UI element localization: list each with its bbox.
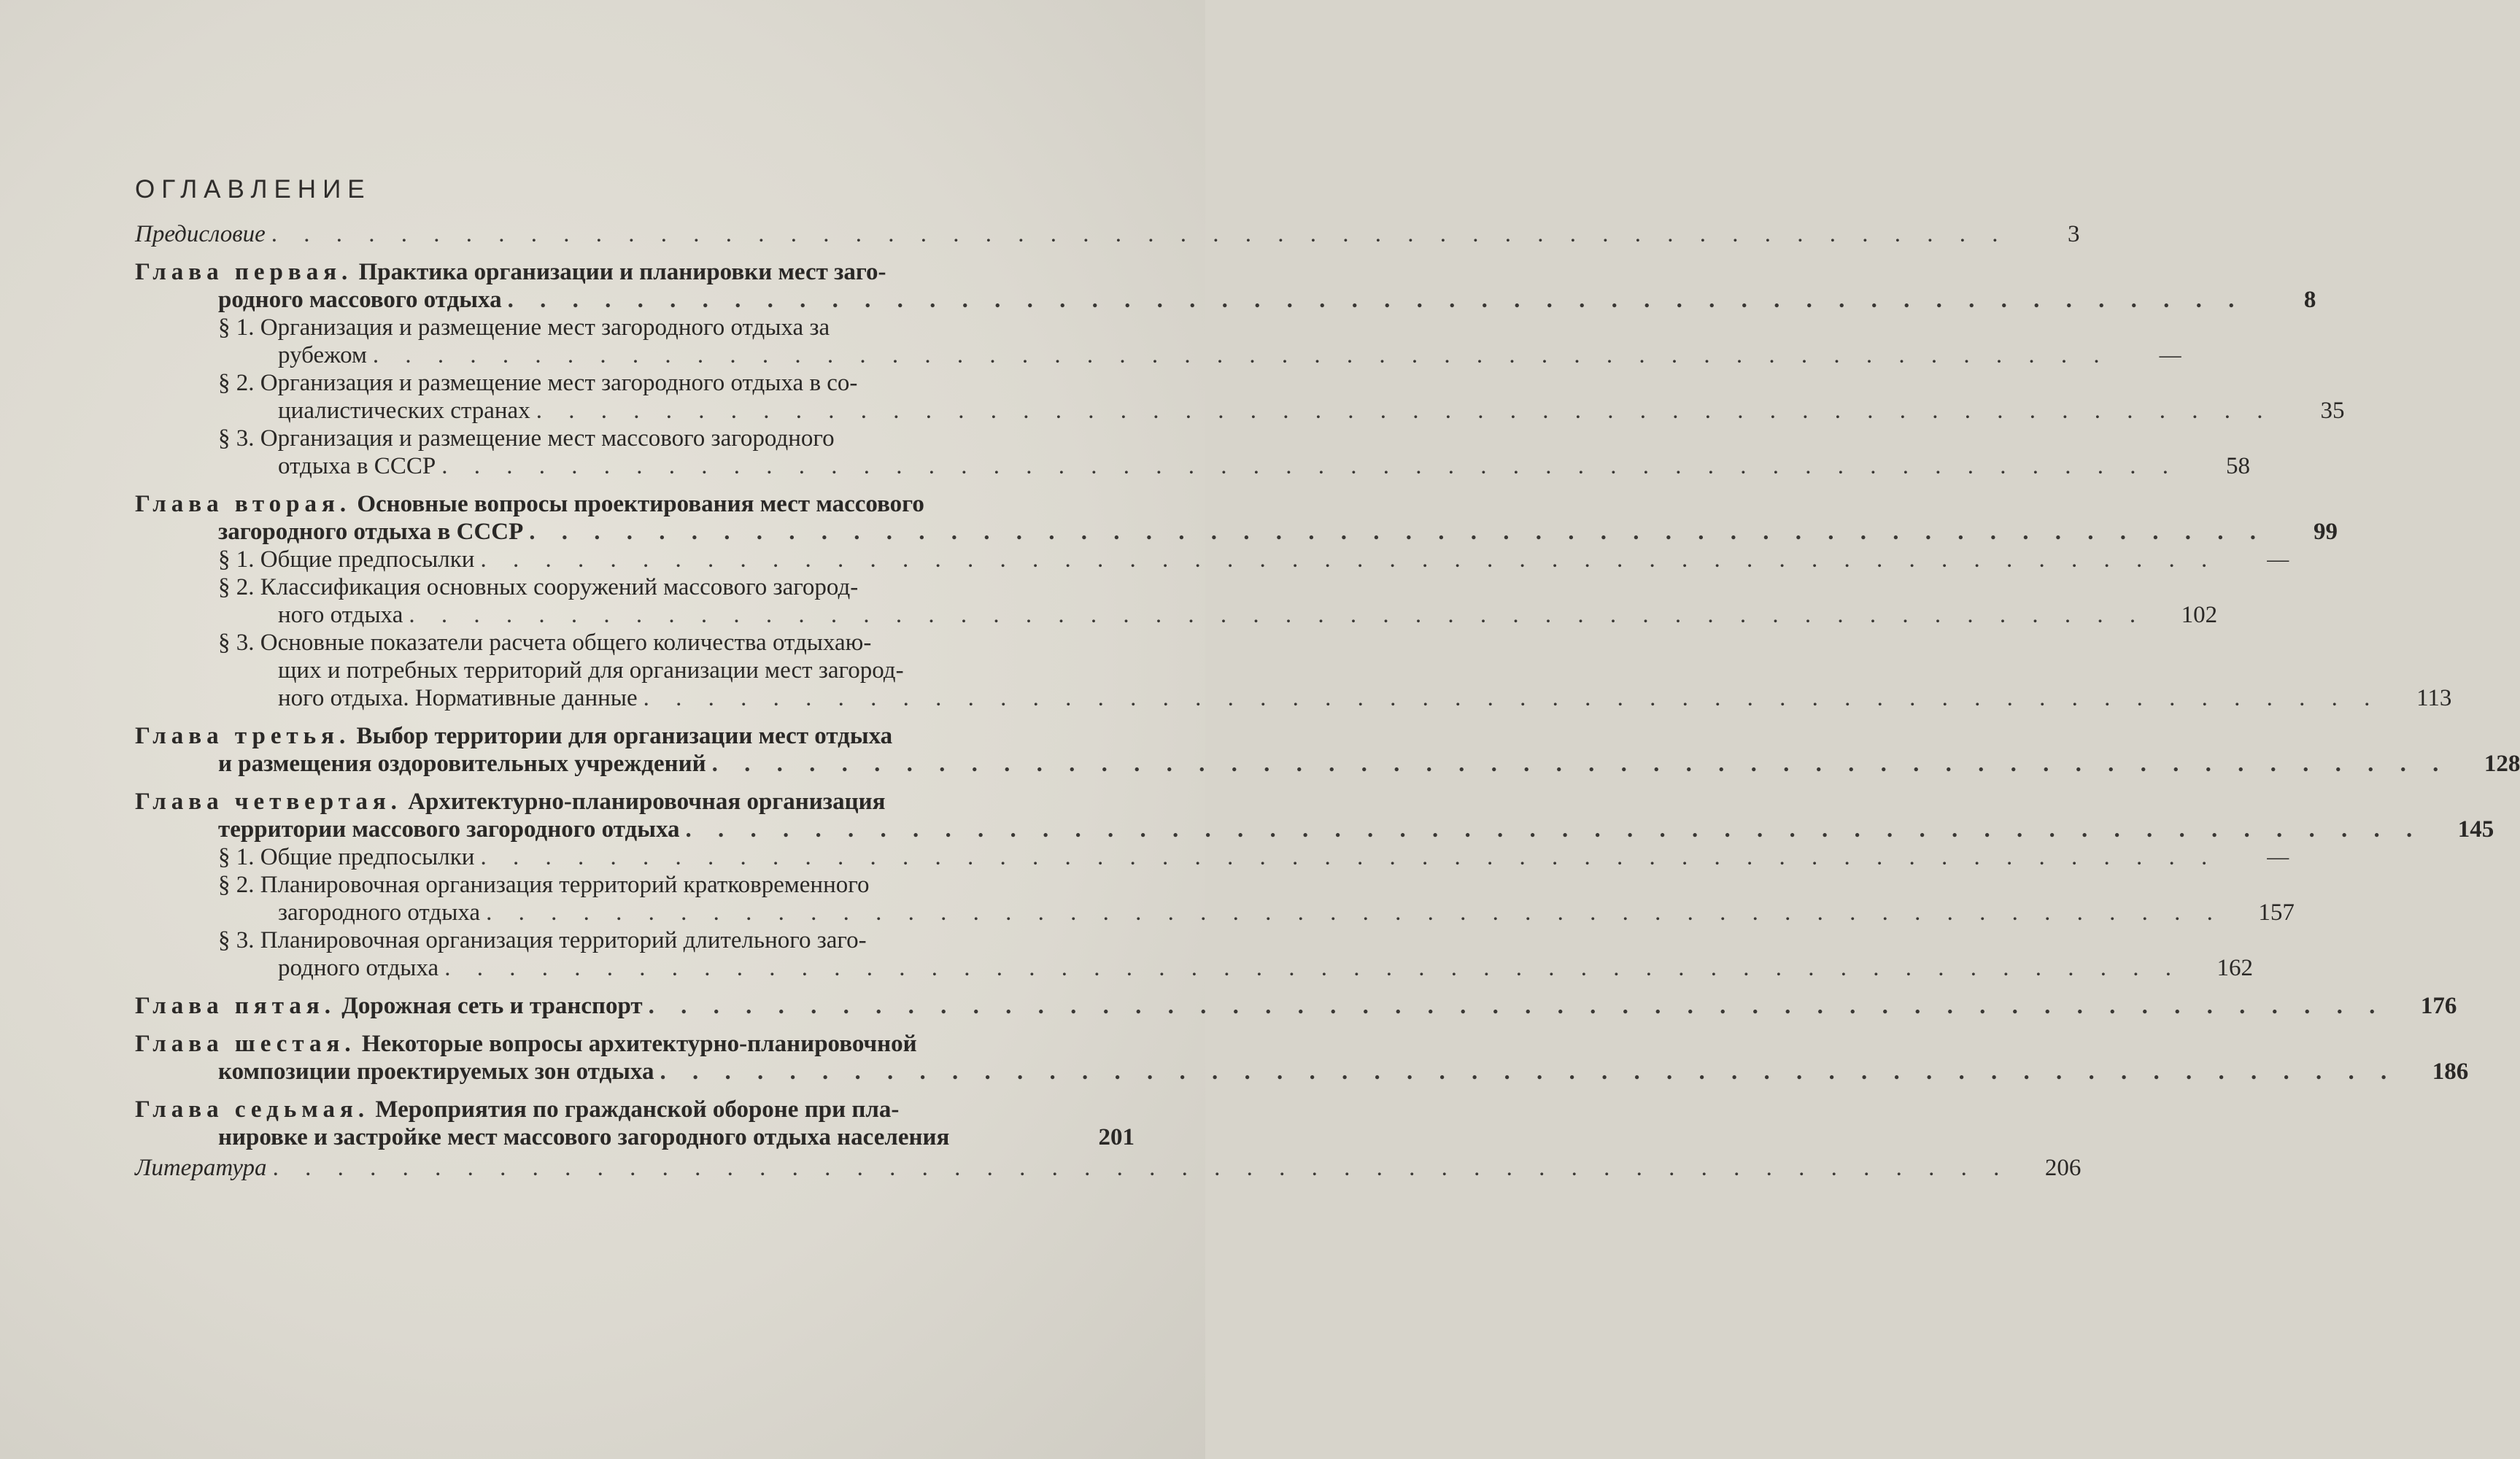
chapter-title-line2: территории массового загородного отдыха [218, 816, 680, 843]
section-line2: загородного отдыха [278, 899, 481, 926]
page-number: 128 [2484, 751, 2520, 777]
chapter-title-line1: Практика организации и планировки мест заго- [358, 259, 886, 285]
section-line2: щих и потребных территорий для организации мест загород- [278, 657, 904, 684]
entry-label: Предисловие [135, 221, 266, 247]
chapter-prefix: Глава пятая. [135, 993, 336, 1019]
page-number: 176 [2420, 993, 2457, 1019]
page-number: 8 [2303, 287, 2316, 313]
section-line1: § 1. Общие предпосылки [218, 546, 475, 573]
page-number: — [2267, 547, 2289, 571]
chapter-prefix: Глава седьмая. [135, 1096, 370, 1123]
chapter-title-line2: композиции проектируемых зон отдыха [218, 1059, 654, 1085]
section-line1: § 2. Классификация основных сооружений массового загород- [218, 574, 859, 600]
section-line1: § 1. Общие предпосылки [218, 844, 475, 870]
dot-leader: . . . . . . . . . . . . . . . . . . . . . . . . . . . . . . . . . . . . . . . . . . . . . . . . . . . . . . [648, 993, 2386, 1019]
toc-chapter-6[interactable] [135, 1030, 2469, 1085]
toc-chapter-2[interactable] [135, 490, 2338, 546]
chapter-title-line1: Некоторые вопросы архитектурно-планировочной [361, 1031, 917, 1057]
page-number: 113 [2416, 685, 2452, 711]
table-of-contents [135, 175, 2520, 1182]
section-line1: § 3. Основные показатели расчета общего количества отдыхаю- [218, 630, 872, 656]
section-line2: рубежом [278, 342, 367, 368]
dot-leader: . . . . . . . . . . . . . . . . . . . . . . . . . . . . . . . . . . . . . . . . . . . . . . . . . . . . . . [529, 519, 2267, 545]
dot-leader: . . . . . . . . . . . . . . . . . . . . . . . . . . . . . . . . . . . . . . . . . . . . . . . . . . . . . . [685, 816, 2423, 843]
toc-heading: ОГЛАВЛЕНИЕ [135, 175, 371, 204]
chapter-prefix: Глава первая. [135, 259, 353, 285]
page-number: 3 [2068, 221, 2080, 247]
dot-leader: . . . . . . . . . . . . . . . . . . . . . . . . . . . . . . . . . . . . . . . . . . . . . . . . . . . . . . [536, 398, 2273, 424]
chapter-line [135, 1096, 899, 1123]
chapter-prefix: Глава третья. [135, 723, 351, 749]
toc-chapter-1[interactable] [135, 258, 2316, 314]
toc-section-1-3[interactable] [135, 425, 2250, 480]
page-number: 102 [2181, 602, 2218, 628]
dot-leader: . . . . . . . . . . . . . . . . . . . . . . . . . . . . . . . . . . . . . . . . . . . . . . . . . . . . . . [272, 1155, 2010, 1181]
dot-leader: . . . . . . . . . . . . . . . . . . . . . . . . . . . . . . . . . . . . . . . . . . . . . . . . . . . . . . [660, 1059, 2397, 1085]
section-line3: ного отдыха. Нормативные данные [278, 685, 638, 711]
chapter-title-line2: и размещения оздоровительных учреждений [218, 751, 706, 777]
toc-chapter-4[interactable] [135, 788, 2494, 843]
section-line1: § 3. Организация и размещение мест массового загородного [218, 425, 835, 452]
section-line1: § 1. Организация и размещение мест загородного отдыха за [218, 314, 830, 341]
page-number: 99 [2314, 519, 2338, 545]
chapter-line [135, 788, 885, 816]
page-number: 35 [2320, 398, 2345, 424]
section-line2: родного отдыха [278, 955, 439, 981]
dot-leader: . . . . . . . . . . . . . . . . . . . . . . . . . . . . . . . . . . . . . . . . . . . . . . . . . . . . . . [372, 342, 2110, 368]
chapter-line [135, 1030, 917, 1058]
page-number: 162 [2216, 955, 2253, 981]
section-line2: отдыха в СССР [278, 453, 436, 479]
chapter-line [135, 722, 892, 750]
toc-section-2-2[interactable] [135, 573, 2218, 629]
toc-entry-preface[interactable] [135, 220, 2080, 248]
page-number: 201 [1098, 1124, 1135, 1150]
chapter-title-line1: Основные вопросы проектирования мест массового [357, 491, 924, 517]
section-line2: циалистических странах [278, 398, 530, 424]
section-line1: § 2. Планировочная организация территорий кратковременного [218, 872, 870, 898]
chapter-prefix: Глава вторая. [135, 491, 352, 517]
page-number: 58 [2225, 453, 2250, 479]
toc-section-1-1[interactable] [135, 314, 2181, 369]
page-number: 186 [2432, 1059, 2469, 1085]
chapter-line [135, 992, 643, 1020]
toc-section-2-1[interactable] [135, 546, 2289, 573]
toc-entry-literature[interactable] [135, 1154, 2082, 1182]
chapter-prefix: Глава шестая. [135, 1031, 356, 1057]
dot-leader: . . . . . . . . . . . . . . . . . . . . . . . . . . . . . . . . . . . . . . . . . . . . . . . . . . . . . . [480, 844, 2218, 870]
chapter-line [135, 258, 886, 286]
dot-leader: . . . . . . . . . . . . . . . . . . . . . . . . . . . . . . . . . . . . . . . . . . . . . . . . . . . . . . [444, 955, 2181, 981]
dot-leader: . . . . . . . . . . . . . . . . . . . . . . . . . . . . . . . . . . . . . . . . . . . . . . . . . . . . . . [507, 287, 2245, 313]
chapter-title-line1: Мероприятия по гражданской обороне при пла- [375, 1096, 900, 1123]
toc-chapter-3[interactable] [135, 722, 2520, 778]
dot-leader: . . . . . . . . . . . . . . . . . . . . . . . . . . . . . . . . . . . . . . . . . . . . . . . . . . . . . . [271, 221, 2009, 247]
dot-leader: . . . . . . . . . . . . . . . . . . . . . . . . . . . . . . . . . . . . . . . . . . . . . . . . . . . . . . [711, 751, 2449, 777]
dot-leader: . . . . . . . . . . . . . . . . . . . . . . . . . . . . . . . . . . . . . . . . . . . . . . . . . . . . . . [409, 602, 2146, 628]
page-number: — [2267, 845, 2289, 869]
chapter-title-line1: Выбор территории для организации мест отдыха [356, 723, 893, 749]
chapter-title-line2: родного массового отдыха [218, 287, 502, 313]
page-number: — [2159, 343, 2181, 367]
dot-leader: . . . . . . . . . . . . . . . . . . . . . . . . . . . . . . . . . . . . . . . . . . . . . . . . . . . . . . [643, 685, 2381, 711]
page-number: 157 [2258, 899, 2295, 926]
chapter-title-line1: Архитектурно-планировочная организация [408, 789, 886, 815]
section-line2: ного отдыха [278, 602, 403, 628]
page-number: 145 [2457, 816, 2494, 843]
dot-leader: . . . . . . . . . . . . . . . . . . . . . . . . . . . . . . . . . . . . . . . . . . . . . . . . . . . . . . [480, 546, 2218, 573]
toc-section-4-1[interactable] [135, 843, 2289, 871]
toc-section-1-2[interactable] [135, 369, 2345, 425]
dot-leader: . . . . . . . . . . . . . . . . . . . . . . . . . . . . . . . . . . . . . . . . . . . . . . . . . . . . . . [486, 899, 2223, 926]
toc-chapter-7[interactable] [135, 1096, 1135, 1151]
chapter-title-line2: нировке и застройке мест массового загородного отдыха населения [218, 1124, 950, 1150]
chapter-prefix: Глава четвертая. [135, 789, 402, 815]
section-line1: § 2. Организация и размещение мест загородного отдыха в со- [218, 370, 858, 396]
dot-leader: . . . . . . . . . . . . . . . . . . . . . . . . . . . . . . . . . . . . . . . . . . . . . . . . . . . . . . [441, 453, 2179, 479]
toc-chapter-5[interactable] [135, 992, 2457, 1020]
entry-label: Литература [135, 1155, 267, 1181]
page-number: 206 [2044, 1155, 2082, 1181]
toc-section-4-2[interactable] [135, 871, 2295, 926]
toc-section-4-3[interactable] [135, 926, 2253, 982]
chapter-title-line1: Дорожная сеть и транспорт [341, 993, 643, 1019]
chapter-title-line2: загородного отдыха в СССР [218, 519, 524, 545]
toc-section-2-3[interactable] [135, 629, 2452, 712]
section-line1: § 3. Планировочная организация территорий длительного заго- [218, 927, 867, 953]
chapter-line [135, 490, 924, 518]
